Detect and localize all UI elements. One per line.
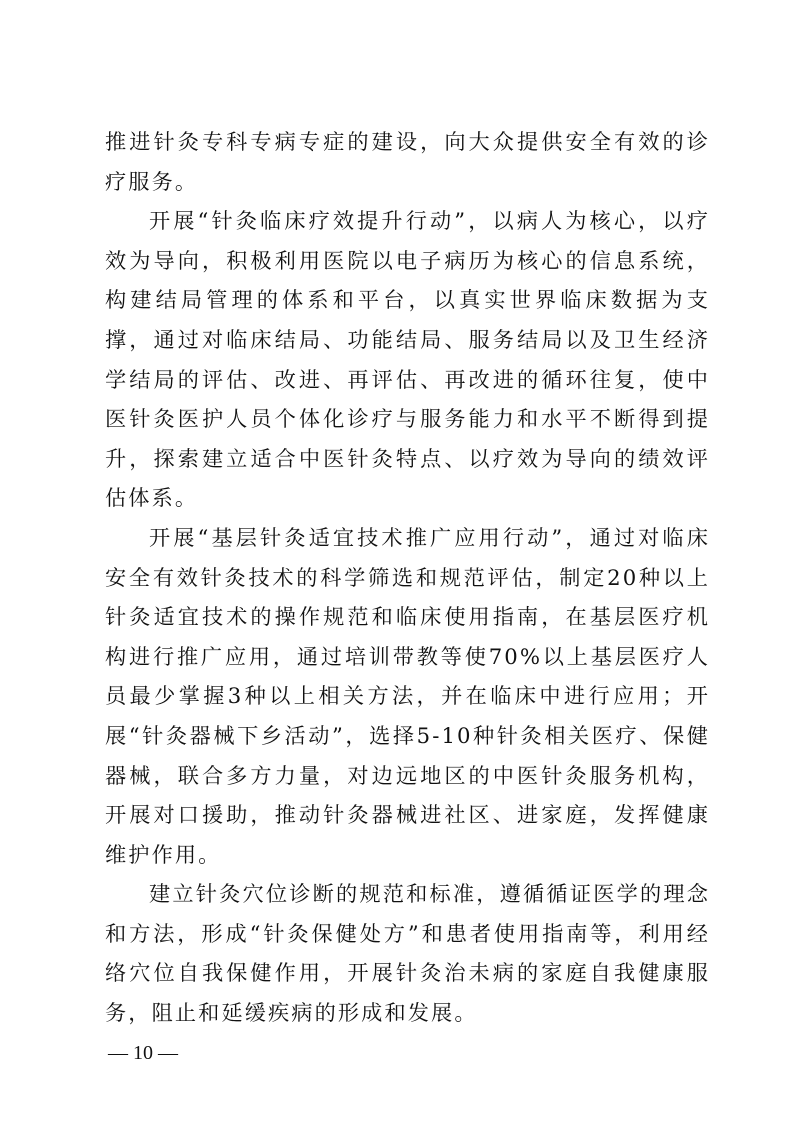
paragraph-grassroots-technology-action: 开展“基层针灸适宜技术推广应用行动”，通过对临床安全有效针灸技术的科学筛选和规范评估，制定20种以上针灸适宜技术的操作规范和临床使用指南，在基层医疗机构进行推广应用，通过培训带教等使70%以上基层医疗人员最少掌握3种以上相关方法，并在临床中进行应用；开展“针灸器械下乡活动”，选择5-10种针灸相关医疗、保健器械，联合多方力量，对边远地区的中医针灸服务机构，开展对口援助，推动针灸器械进社区、进家庭，发挥健康维护作用。 (105, 524, 710, 867)
paragraph-clinical-efficacy-action: 开展“针灸临床疗效提升行动”，以病人为核心，以疗效为导向，积极利用医院以电子病历为核心的信息系统，构建结局管理的体系和平台，以真实世界临床数据为支撑，通过对临床结局、功能结局、服务结局以及卫生经济学结局的评估、改进、再评估、再改进的循环往复，使中医针灸医护人员个体化诊疗与服务能力和水平不断得到提升，探索建立适合中医针灸特点、以疗效为导向的绩效评估体系。 (105, 208, 710, 511)
paragraph-acupoint-diagnosis-standards: 建立针灸穴位诊断的规范和标准，遵循循证医学的理念和方法，形成“针灸保健处方”和患者使用指南等，利用经络穴位自我保健作用，开展针灸治未病的家庭自我健康服务，阻止和延缓疾病的形成和发展。 (105, 881, 710, 1026)
page-number: — 10 — (108, 1042, 178, 1064)
paragraph-continuation: 推进针灸专科专病专症的建设，向大众提供安全有效的诊疗服务。 (105, 129, 710, 194)
document-body (105, 122, 710, 1033)
